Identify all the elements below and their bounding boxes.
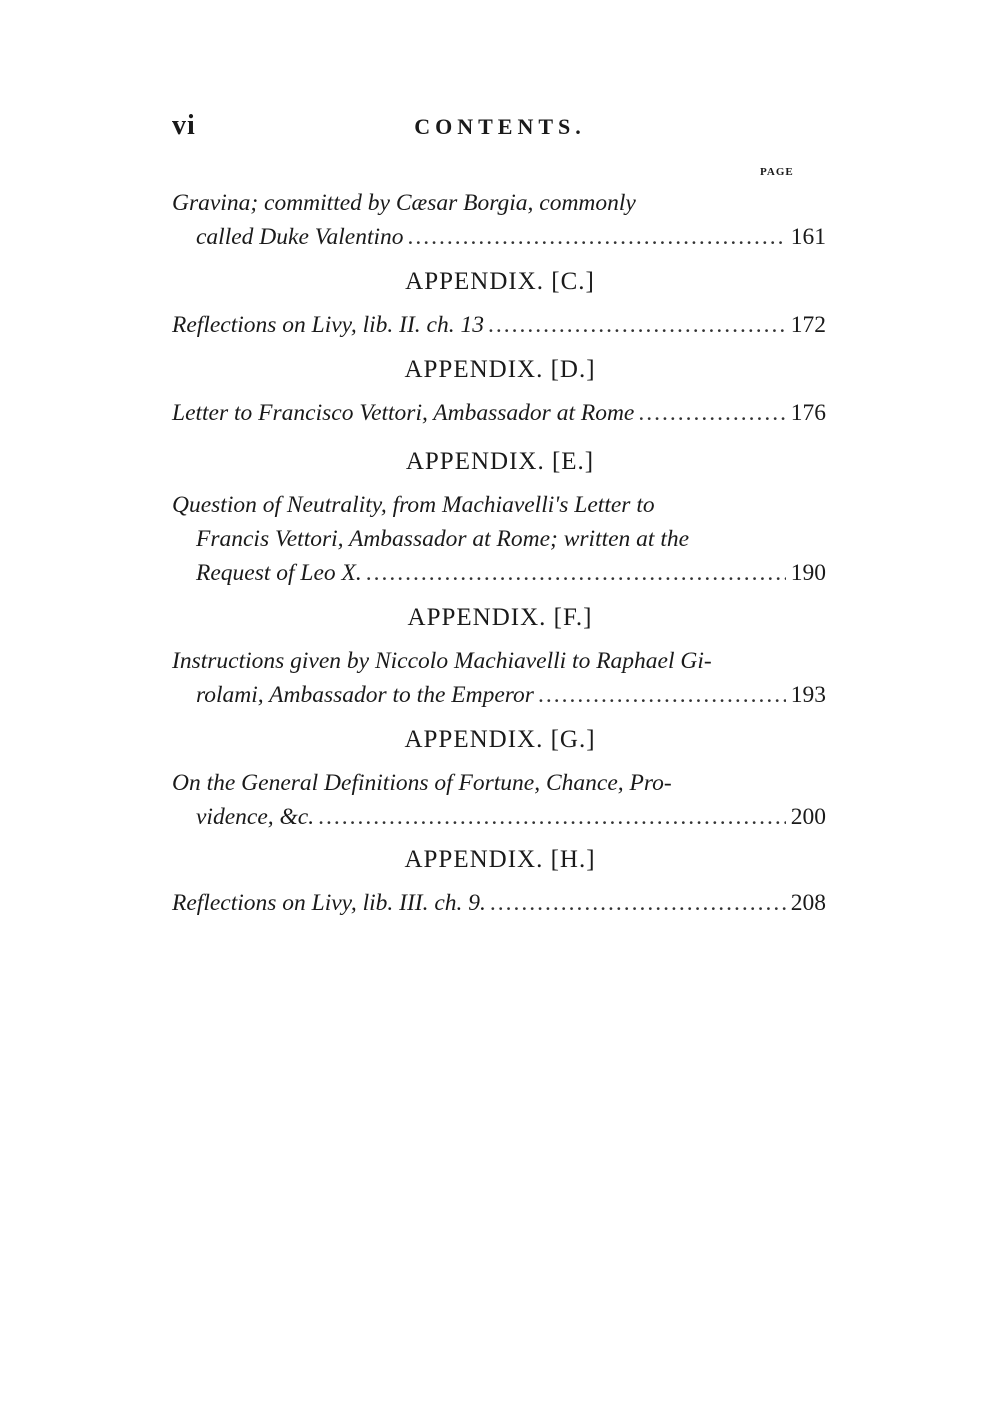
toc-page-number: 208 bbox=[790, 890, 826, 916]
toc-page-number: 172 bbox=[790, 312, 826, 338]
appendix-heading-e: APPENDIX. [E.] bbox=[405, 448, 595, 475]
toc-entry-line bbox=[196, 800, 826, 834]
toc-entry-text: Question of Neutrality, from Machiavelli's Letter to bbox=[172, 492, 655, 518]
appendix-heading-d: APPENDIX. [D.] bbox=[404, 356, 596, 383]
toc-entry-line bbox=[172, 766, 826, 800]
toc-entry-text: vidence, &c. bbox=[196, 804, 315, 830]
toc-entry-line bbox=[172, 886, 826, 920]
toc-entry-text: called Duke Valentino bbox=[196, 224, 404, 250]
toc-entry-line bbox=[172, 308, 826, 342]
toc-entry-line bbox=[172, 644, 826, 678]
toc-entry-text: On the General Definitions of Fortune, Chance, Pro- bbox=[172, 770, 672, 796]
page-column-label: PAGE bbox=[760, 166, 794, 178]
dot-leader bbox=[404, 220, 786, 254]
toc-entry-line bbox=[196, 556, 826, 590]
dot-leader bbox=[534, 678, 786, 712]
toc-page-number: 200 bbox=[790, 804, 826, 830]
dot-leader bbox=[314, 800, 786, 834]
toc-entry-text: Francis Vettori, Ambassador at Rome; written at the bbox=[196, 526, 690, 552]
toc-entry-line bbox=[196, 678, 826, 712]
toc-entry-line bbox=[196, 220, 826, 254]
dot-leader bbox=[484, 308, 786, 342]
toc-entry-line bbox=[196, 522, 826, 556]
toc-entry-text: Reflections on Livy, lib. II. ch. 13 bbox=[172, 312, 484, 338]
toc-entry-text: Request of Leo X. bbox=[196, 560, 362, 586]
page-number: vi bbox=[172, 110, 196, 141]
toc-entry-text: rolami, Ambassador to the Emperor bbox=[196, 682, 534, 708]
toc-entry-text: Gravina; committed by Cæsar Borgia, commonly bbox=[172, 190, 636, 216]
appendix-heading-g: APPENDIX. [G.] bbox=[404, 726, 596, 753]
toc-entry-line bbox=[172, 396, 826, 430]
toc-entry-line bbox=[172, 186, 826, 220]
appendix-heading-c: APPENDIX. [C.] bbox=[405, 268, 595, 295]
toc-page-number: 190 bbox=[790, 560, 826, 586]
toc-entry-text: Instructions given by Niccolo Machiavelli to Raphael Gi- bbox=[172, 648, 712, 674]
running-head: CONTENTS. bbox=[414, 114, 586, 139]
appendix-heading-h: APPENDIX. [H.] bbox=[404, 846, 596, 873]
toc-page-number: 161 bbox=[790, 224, 826, 250]
toc-page-number: 193 bbox=[790, 682, 826, 708]
appendix-heading-f: APPENDIX. [F.] bbox=[407, 604, 593, 631]
toc-entry-text: Reflections on Livy, lib. III. ch. 9. bbox=[172, 890, 486, 916]
dot-leader bbox=[486, 886, 786, 920]
toc-entry-line bbox=[172, 488, 826, 522]
toc-entry-text: Letter to Francisco Vettori, Ambassador at Rome bbox=[172, 400, 635, 426]
dot-leader bbox=[634, 396, 786, 430]
toc-page-number: 176 bbox=[790, 400, 826, 426]
dot-leader bbox=[362, 556, 786, 590]
